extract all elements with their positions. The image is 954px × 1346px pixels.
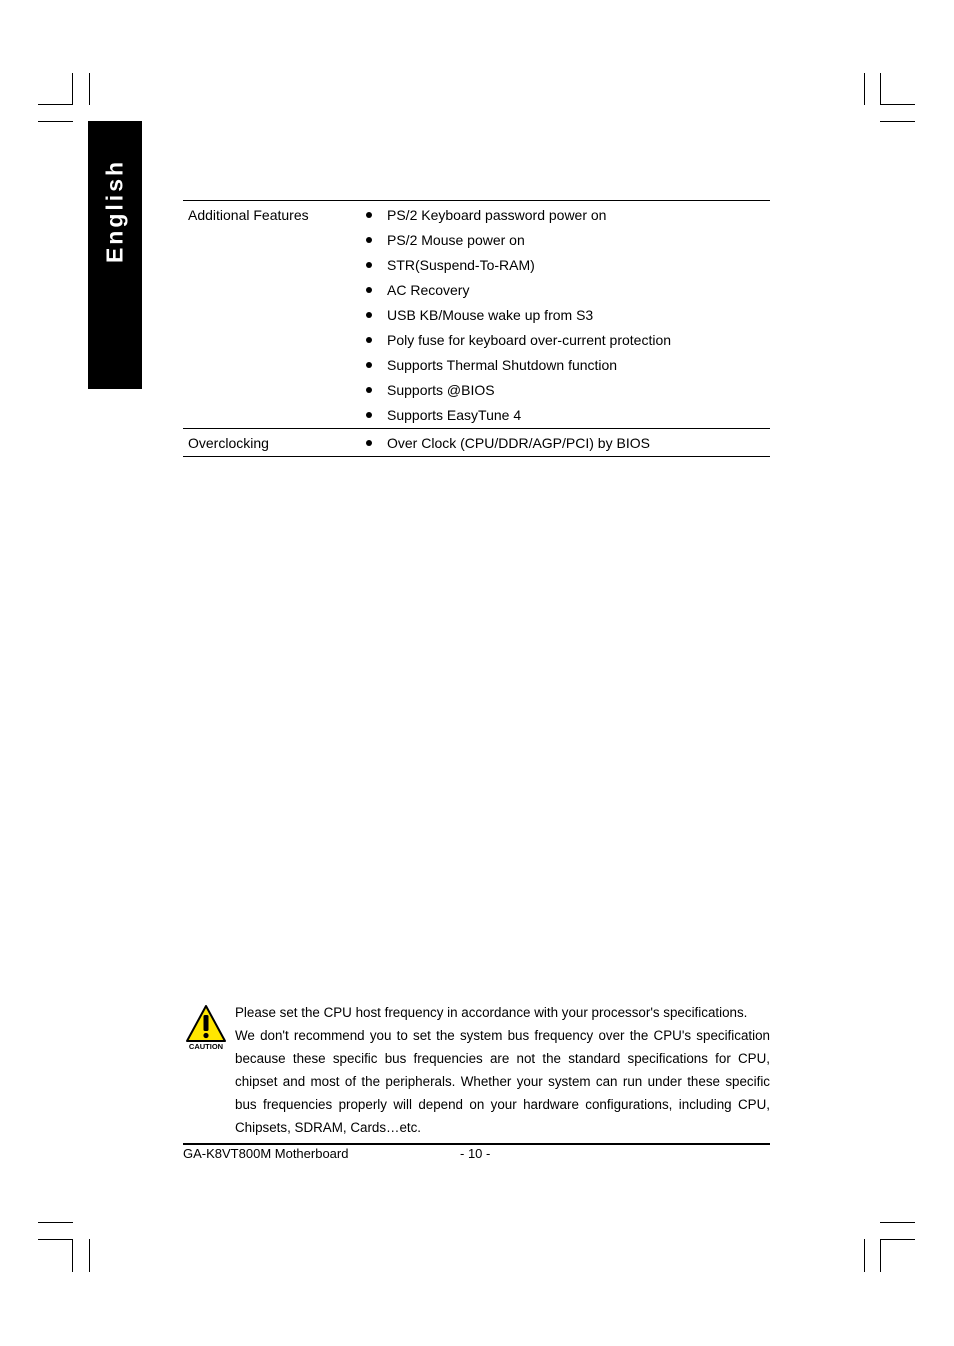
spec-table	[183, 200, 770, 457]
crop-mark	[880, 121, 915, 122]
footer-model: GA-K8VT800M Motherboard	[183, 1146, 349, 1161]
list-item-text: AC Recovery	[387, 282, 470, 298]
bullet-icon	[366, 412, 372, 418]
list-item-text: Supports @BIOS	[387, 382, 495, 398]
list-item	[361, 403, 770, 428]
bullet-icon	[366, 262, 372, 268]
caution-text	[235, 1001, 770, 1139]
bullet-icon	[366, 312, 372, 318]
caution-icon-label: CAUTION	[188, 1042, 224, 1051]
crop-mark	[880, 1222, 915, 1223]
list-item-text: PS/2 Keyboard password power on	[387, 207, 607, 223]
list-item-text: Poly fuse for keyboard over-current protection	[387, 332, 672, 348]
table-row	[183, 429, 770, 457]
crop-mark	[38, 1239, 73, 1240]
crop-mark	[864, 73, 865, 105]
list-item	[361, 303, 770, 328]
crop-mark	[89, 1239, 90, 1272]
table-row	[183, 201, 770, 429]
caution-line-1: Please set the CPU host frequency in accordance with your processor's specifications.	[235, 1005, 748, 1020]
list-item	[361, 203, 770, 228]
bullet-icon	[366, 337, 372, 343]
row-label: Additional Features	[188, 207, 309, 223]
language-tab-label: English	[101, 158, 128, 264]
row-items	[361, 201, 770, 429]
bullet-icon	[366, 387, 372, 393]
list-item-text: Supports EasyTune 4	[387, 407, 522, 423]
crop-mark	[38, 1222, 73, 1223]
crop-mark	[38, 104, 73, 105]
feature-list	[361, 201, 770, 428]
crop-mark	[72, 1239, 73, 1272]
list-item-text: USB KB/Mouse wake up from S3	[387, 307, 594, 323]
list-item	[361, 228, 770, 253]
crop-mark	[880, 104, 915, 105]
bullet-icon	[366, 362, 372, 368]
list-item	[361, 378, 770, 403]
crop-mark	[864, 1239, 865, 1272]
caution-warning-icon	[185, 1003, 227, 1051]
crop-mark	[89, 73, 90, 105]
caution-note	[183, 1001, 770, 1135]
list-item	[361, 278, 770, 303]
row-items	[361, 429, 770, 457]
list-item	[361, 253, 770, 278]
feature-list	[361, 429, 770, 456]
bullet-icon	[366, 440, 372, 446]
list-item	[361, 353, 770, 378]
crop-mark	[72, 73, 73, 105]
bullet-icon	[366, 237, 372, 243]
caution-paragraph-2: We don't recommend you to set the system bus frequency over the CPU's specification because these specific bus frequencies are not the standard specifications for CPU, chipset and most of the peripherals. Whether your system can run under these specific bus frequencies properly will depend on your hardware configurations, including CPU, Chipsets, SDRAM, Cards…etc.	[235, 1028, 770, 1135]
crop-mark	[880, 1239, 915, 1240]
crop-mark	[880, 1239, 881, 1272]
list-item-text: STR(Suspend-To-RAM)	[387, 257, 535, 273]
page-number: - 10 -	[460, 1146, 491, 1161]
crop-mark	[880, 73, 881, 105]
list-item-text: PS/2 Mouse power on	[387, 232, 525, 248]
list-item-text: Over Clock (CPU/DDR/AGP/PCI) by BIOS	[387, 435, 650, 451]
bullet-icon	[366, 287, 372, 293]
list-item-text: Supports Thermal Shutdown function	[387, 357, 618, 373]
crop-mark	[38, 121, 73, 122]
language-tab	[88, 121, 142, 389]
list-item	[361, 431, 770, 456]
row-label: Overclocking	[188, 435, 269, 451]
bullet-icon	[366, 212, 372, 218]
list-item	[361, 328, 770, 353]
